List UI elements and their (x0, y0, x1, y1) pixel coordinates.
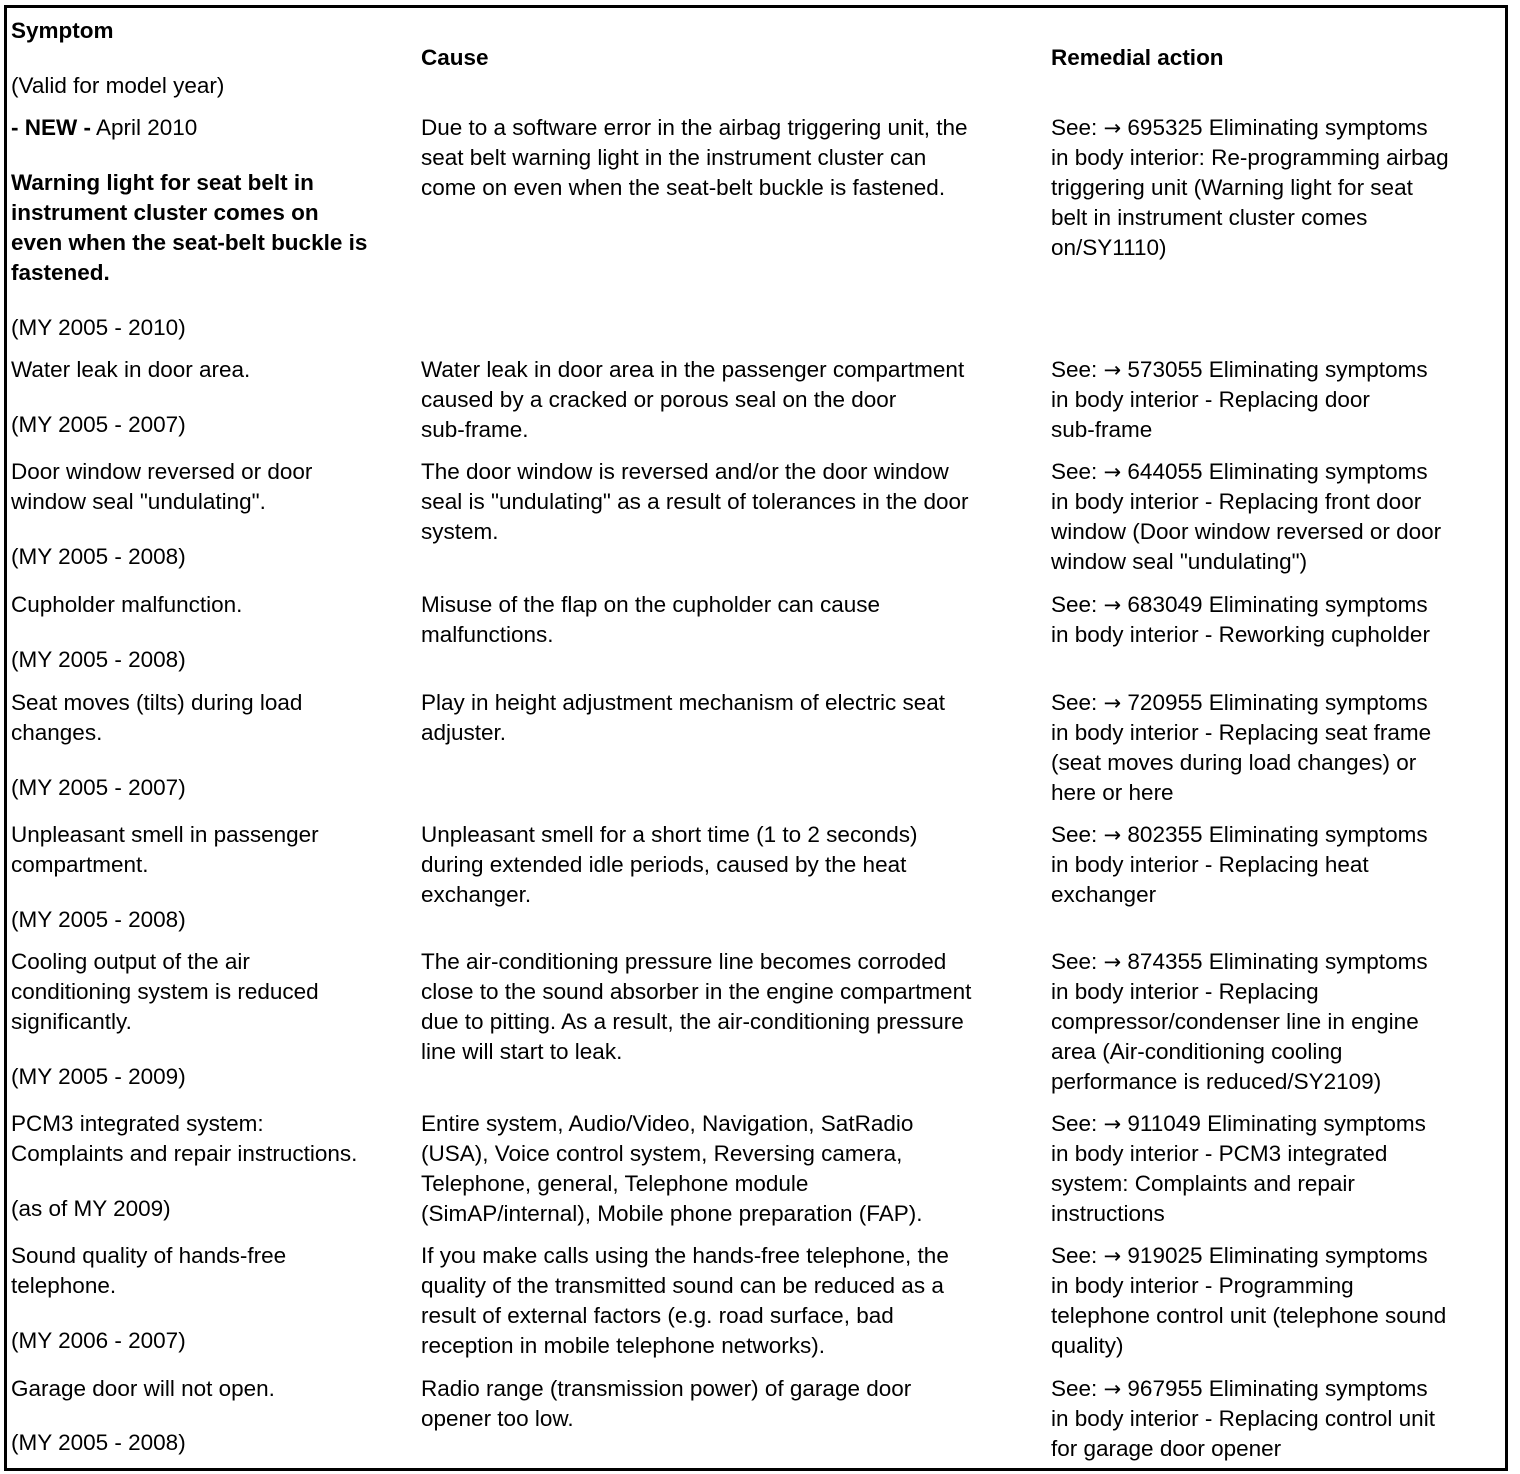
see-label: See: (1051, 592, 1098, 617)
cause-cell (421, 947, 1049, 1067)
symptom-line: Water leak in door area. (11, 357, 251, 382)
remedy-line: quality) (1051, 1333, 1124, 1358)
model-year: (MY 2006 - 2007) (11, 1328, 186, 1353)
new-date: April 2010 (90, 115, 198, 140)
cause-line: Water leak in door area in the passenger compartment (421, 357, 965, 382)
arrow-right-icon: → (1103, 823, 1122, 847)
symptom-cell (11, 1109, 419, 1224)
symptom-line: conditioning system is reduced (11, 979, 319, 1004)
model-year: (MY 2005 - 2008) (11, 907, 186, 932)
arrow-right-icon: → (1103, 460, 1122, 484)
remedy-cell (1051, 1374, 1501, 1464)
symptom-cell (11, 1241, 419, 1356)
remedy-line: sub-frame (1051, 417, 1153, 442)
remedy-cell (1051, 590, 1501, 650)
model-year: (MY 2005 - 2007) (11, 412, 186, 437)
remedy-line: exchanger (1051, 882, 1157, 907)
cause-line: come on even when the seat-belt buckle is fastened. (421, 175, 946, 200)
cause-line: caused by a cracked or porous seal on the door (421, 387, 897, 412)
remedy-line: in body interior - Reworking cupholder (1051, 622, 1430, 647)
remedy-line: in body interior - Replacing heat (1051, 852, 1369, 877)
cause-line: close to the sound absorber in the engine compartment (421, 979, 972, 1004)
cause-line: exchanger. (421, 882, 532, 907)
cause-line: malfunctions. (421, 622, 554, 647)
remedy-link[interactable] (1051, 688, 1501, 718)
remedy-cell (1051, 355, 1501, 445)
header-remedial-cell (1051, 43, 1501, 73)
symptom-line: telephone. (11, 1273, 117, 1298)
model-year: (as of MY 2009) (11, 1196, 171, 1221)
cause-line: system. (421, 519, 499, 544)
see-label: See: (1051, 690, 1098, 715)
symptom-cell (11, 457, 419, 572)
remedy-link[interactable] (1051, 355, 1501, 385)
cause-line: seal is "undulating" as a result of tolerances in the door (421, 489, 969, 514)
cause-line: If you make calls using the hands-free telephone, the (421, 1243, 949, 1268)
see-label: See: (1051, 822, 1098, 847)
see-label: See: (1051, 949, 1098, 974)
header-cause-cell (421, 43, 1049, 73)
symptom-cell (11, 1374, 419, 1458)
arrow-right-icon: → (1103, 358, 1122, 382)
remedy-cell (1051, 947, 1501, 1097)
arrow-right-icon: → (1103, 593, 1122, 617)
remedy-line: in body interior: Re-programming airbag (1051, 145, 1449, 170)
symptom-line: window seal "undulating". (11, 489, 266, 514)
remedy-link[interactable] (1051, 1109, 1501, 1139)
cause-cell (421, 457, 1049, 547)
symptom-line: PCM3 integrated system: (11, 1111, 264, 1136)
remedy-cell (1051, 113, 1501, 263)
remedy-line: in body interior - Replacing (1051, 979, 1319, 1004)
header-valid-for: (Valid for model year) (11, 73, 225, 98)
cause-cell (421, 1374, 1049, 1434)
model-year: (MY 2005 - 2008) (11, 1430, 186, 1455)
remedy-link[interactable] (1051, 1241, 1501, 1271)
header-symptom: Symptom (11, 18, 114, 43)
symptom-line: instrument cluster comes on (11, 200, 319, 225)
remedy-line: in body interior - PCM3 integrated (1051, 1141, 1388, 1166)
remedy-link[interactable] (1051, 1374, 1501, 1404)
remedy-line: window seal "undulating") (1051, 549, 1308, 574)
model-year: (MY 2005 - 2008) (11, 647, 186, 672)
remedy-line: compressor/condenser line in engine (1051, 1009, 1419, 1034)
model-year: (MY 2005 - 2007) (11, 775, 186, 800)
remedy-cell (1051, 688, 1501, 808)
header-cause: Cause (421, 45, 489, 70)
symptom-cell (11, 590, 419, 675)
symptom-line: significantly. (11, 1009, 132, 1034)
cause-cell (421, 1241, 1049, 1361)
new-tag: - NEW - (11, 115, 91, 140)
remedy-first: 802355 Eliminating symptoms (1121, 822, 1428, 847)
arrow-right-icon: → (1103, 950, 1122, 974)
see-label: See: (1051, 357, 1098, 382)
new-marker (11, 113, 419, 143)
remedy-first: 911049 Eliminating symptoms (1121, 1111, 1426, 1136)
cause-line: Unpleasant smell for a short time (1 to 2 seconds) (421, 822, 918, 847)
remedy-line: triggering unit (Warning light for seat (1051, 175, 1413, 200)
remedy-first: 644055 Eliminating symptoms (1121, 459, 1428, 484)
symptom-line: Sound quality of hands-free (11, 1243, 287, 1268)
cause-cell (421, 590, 1049, 650)
remedy-first: 695325 Eliminating symptoms (1121, 115, 1428, 140)
see-label: See: (1051, 1243, 1098, 1268)
remedy-line: in body interior - Replacing control unit (1051, 1406, 1435, 1431)
cause-line: due to pitting. As a result, the air-conditioning pressure (421, 1009, 964, 1034)
remedy-first: 720955 Eliminating symptoms (1121, 690, 1428, 715)
remedy-line: for garage door opener (1051, 1436, 1282, 1461)
cause-line: Play in height adjustment mechanism of electric seat (421, 690, 946, 715)
cause-line: during extended idle periods, caused by the heat (421, 852, 907, 877)
see-label: See: (1051, 1376, 1098, 1401)
remedy-link[interactable] (1051, 947, 1501, 977)
arrow-right-icon: → (1103, 1112, 1122, 1136)
cause-line: seat belt warning light in the instrument cluster can (421, 145, 927, 170)
cause-line: result of external factors (e.g. road surface, bad (421, 1303, 894, 1328)
remedy-line: in body interior - Replacing front door (1051, 489, 1422, 514)
remedy-link[interactable] (1051, 590, 1501, 620)
model-year: (MY 2005 - 2009) (11, 1064, 186, 1089)
arrow-right-icon: → (1103, 1377, 1122, 1401)
remedy-cell (1051, 1109, 1501, 1229)
arrow-right-icon: → (1103, 116, 1122, 140)
remedy-line: area (Air-conditioning cooling (1051, 1039, 1343, 1064)
symptom-cell (11, 688, 419, 803)
remedy-first: 573055 Eliminating symptoms (1121, 357, 1428, 382)
remedy-line: on/SY1110) (1051, 235, 1167, 260)
cause-line: (USA), Voice control system, Reversing camera, (421, 1141, 903, 1166)
cause-cell (421, 688, 1049, 748)
symptom-line: Warning light for seat belt in (11, 170, 314, 195)
remedy-cell (1051, 457, 1501, 577)
remedy-first: 683049 Eliminating symptoms (1121, 592, 1428, 617)
remedy-first: 919025 Eliminating symptoms (1121, 1243, 1428, 1268)
remedy-link[interactable] (1051, 113, 1501, 143)
remedy-line: (seat moves during load changes) or (1051, 750, 1417, 775)
remedy-line: here or here (1051, 780, 1174, 805)
cause-line: The air-conditioning pressure line becomes corroded (421, 949, 947, 974)
remedy-line: in body interior - Replacing door (1051, 387, 1370, 412)
symptom-line: Complaints and repair instructions. (11, 1141, 358, 1166)
remedy-line: performance is reduced/SY2109) (1051, 1069, 1382, 1094)
remedy-first: 874355 Eliminating symptoms (1121, 949, 1428, 974)
cause-cell (421, 355, 1049, 445)
cause-line: Radio range (transmission power) of garage door (421, 1376, 912, 1401)
symptom-line: even when the seat-belt buckle is (11, 230, 368, 255)
remedy-line: in body interior - Replacing seat frame (1051, 720, 1432, 745)
cause-line: line will start to leak. (421, 1039, 623, 1064)
header-symptom-cell (11, 16, 419, 101)
cause-cell (421, 1109, 1049, 1229)
cause-line: sub-frame. (421, 417, 529, 442)
symptom-line: Door window reversed or door (11, 459, 313, 484)
remedy-cell (1051, 1241, 1501, 1361)
remedy-line: window (Door window reversed or door (1051, 519, 1442, 544)
arrow-right-icon: → (1103, 1244, 1122, 1268)
remedy-line: system: Complaints and repair (1051, 1171, 1355, 1196)
symptom-line: Cooling output of the air (11, 949, 250, 974)
document-table (4, 5, 1508, 1471)
cause-line: reception in mobile telephone networks). (421, 1333, 825, 1358)
see-label: See: (1051, 1111, 1098, 1136)
remedy-line: belt in instrument cluster comes (1051, 205, 1368, 230)
cause-line: adjuster. (421, 720, 507, 745)
symptom-cell (11, 113, 419, 343)
see-label: See: (1051, 115, 1098, 140)
remedy-line: in body interior - Programming (1051, 1273, 1354, 1298)
remedy-cell (1051, 820, 1501, 910)
cause-line: opener too low. (421, 1406, 574, 1431)
remedy-first: 967955 Eliminating symptoms (1121, 1376, 1428, 1401)
cause-line: Entire system, Audio/Video, Navigation, SatRadio (421, 1111, 914, 1136)
symptom-line: compartment. (11, 852, 149, 877)
symptom-line: fastened. (11, 260, 110, 285)
symptom-cell (11, 355, 419, 440)
cause-line: quality of the transmitted sound can be reduced as a (421, 1273, 944, 1298)
cause-line: (SimAP/internal), Mobile phone preparation (FAP). (421, 1201, 923, 1226)
cause-cell (421, 113, 1049, 203)
remedy-line: telephone control unit (telephone sound (1051, 1303, 1447, 1328)
model-year: (MY 2005 - 2010) (11, 315, 186, 340)
symptom-line: Unpleasant smell in passenger (11, 822, 319, 847)
cause-line: Due to a software error in the airbag triggering unit, the (421, 115, 968, 140)
see-label: See: (1051, 459, 1098, 484)
remedy-link[interactable] (1051, 457, 1501, 487)
cause-cell (421, 820, 1049, 910)
symptom-line: changes. (11, 720, 103, 745)
cause-line: The door window is reversed and/or the door window (421, 459, 949, 484)
symptom-line: Seat moves (tilts) during load (11, 690, 303, 715)
symptom-cell (11, 820, 419, 935)
header-remedial: Remedial action (1051, 45, 1224, 70)
arrow-right-icon: → (1103, 691, 1122, 715)
symptom-line: Cupholder malfunction. (11, 592, 243, 617)
symptom-line: Garage door will not open. (11, 1376, 275, 1401)
model-year: (MY 2005 - 2008) (11, 544, 186, 569)
remedy-link[interactable] (1051, 820, 1501, 850)
symptom-cell (11, 947, 419, 1092)
cause-line: Telephone, general, Telephone module (421, 1171, 809, 1196)
cause-line: Misuse of the flap on the cupholder can cause (421, 592, 881, 617)
remedy-line: instructions (1051, 1201, 1165, 1226)
